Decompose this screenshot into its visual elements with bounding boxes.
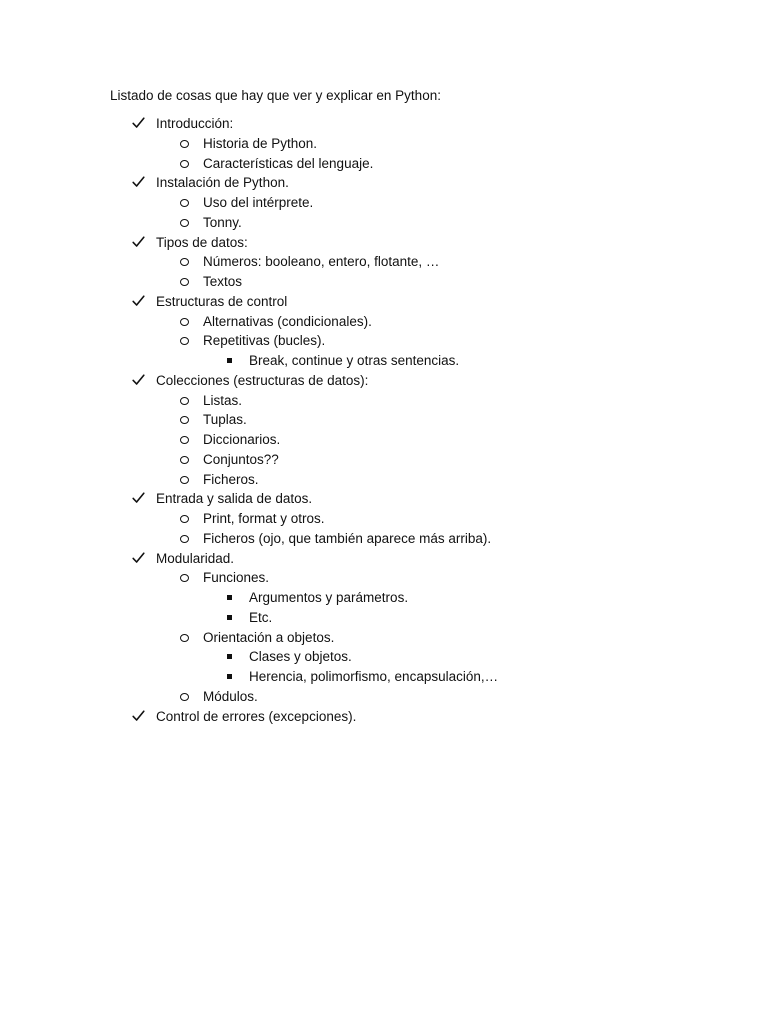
outline-item [0,351,768,371]
circle-bullet-icon [180,278,189,286]
outline-item-text: Entrada y salida de datos. [156,491,313,507]
outline-item-text: Tuplas. [203,412,247,428]
check-icon [132,707,146,727]
circle-bullet-icon [180,258,189,266]
outline-item [0,114,768,134]
outline-item-text: Estructuras de control [156,293,288,309]
outline-item-text: Tipos de datos: [156,234,248,250]
outline-item [0,312,768,332]
outline-item-text: Colecciones (estructuras de datos): [156,372,369,388]
outline-item-text: Conjuntos?? [203,451,279,467]
outline-item [0,529,768,549]
outline-item [0,391,768,411]
outline-item [0,213,768,233]
circle-bullet-icon [180,436,189,444]
outline-item [0,647,768,667]
outline-item [0,252,768,272]
outline-item-text: Listas. [203,392,243,408]
outline-item [0,628,768,648]
outline-item-text: Break, continue y otras sentencias. [249,353,460,368]
outline-item [0,410,768,430]
square-bullet-icon [227,615,232,620]
outline-item-text: Historia de Python. [203,135,318,151]
square-bullet-icon [227,654,232,659]
circle-bullet-icon [180,416,189,424]
check-icon [132,292,146,312]
outline-item [0,331,768,351]
outline-item-text: Alternativas (condicionales). [203,313,372,329]
check-icon [132,489,146,509]
circle-bullet-icon [180,476,189,484]
outline-item [0,173,768,193]
outline-item-text: Etc. [249,609,273,625]
outline-item-text: Diccionarios. [203,432,281,447]
circle-bullet-icon [180,219,189,227]
outline-item [0,568,768,588]
outline-item-text: Modularidad. [156,550,235,566]
outline-item [0,193,768,213]
circle-bullet-icon [180,160,189,168]
outline-item [0,430,768,450]
outline-item-text: Control de errores (excepciones). [156,708,357,724]
outline-item-text: Características del lenguaje. [203,155,374,171]
check-icon [132,371,146,391]
check-icon [132,549,146,569]
outline-item [0,154,768,174]
circle-bullet-icon [180,634,189,642]
circle-bullet-icon [180,693,189,701]
outline-item [0,489,768,509]
outline-item-text: Introducción: [156,116,234,131]
square-bullet-icon [227,358,232,363]
document-title: Listado de cosas que hay que ver y explicar en Python: [110,88,441,103]
circle-bullet-icon [180,574,189,582]
outline-item [0,233,768,253]
outline-item [0,509,768,529]
check-icon [132,114,146,134]
outline-item [0,608,768,628]
outline-item [0,667,768,687]
outline-item-text: Instalación de Python. [156,175,289,191]
circle-bullet-icon [180,456,189,464]
circle-bullet-icon [180,535,189,543]
outline-item [0,134,768,154]
outline-item [0,588,768,608]
outline-item-text: Ficheros (ojo, que también aparece más arriba). [203,530,492,546]
outline-item [0,450,768,470]
outline-item-text: Números: booleano, entero, flotante, … [203,254,440,270]
outline-item-text: Módulos. [203,688,258,704]
outline-item-text: Print, format y otros. [203,511,325,526]
outline-item-text: Orientación a objetos. [203,629,335,645]
outline-item [0,292,768,312]
outline-list [0,114,768,726]
outline-item [0,707,768,727]
outline-item-text: Textos [203,274,243,289]
square-bullet-icon [227,595,232,600]
check-icon [132,173,146,193]
circle-bullet-icon [180,515,189,523]
outline-item-text: Funciones. [203,570,270,586]
circle-bullet-icon [180,337,189,345]
outline-item-text: Clases y objetos. [249,649,352,665]
circle-bullet-icon [180,318,189,326]
outline-item [0,687,768,707]
outline-item [0,470,768,490]
square-bullet-icon [227,674,232,679]
outline-item-text: Tonny. [203,214,242,230]
circle-bullet-icon [180,140,189,148]
outline-item-text: Herencia, polimorfismo, encapsulación,… [249,669,499,684]
circle-bullet-icon [180,397,189,405]
circle-bullet-icon [180,199,189,207]
outline-item-text: Repetitivas (bucles). [203,333,326,349]
check-icon [132,233,146,253]
outline-item [0,549,768,569]
outline-item-text: Uso del intérprete. [203,195,314,210]
outline-item [0,272,768,292]
outline-item-text: Ficheros. [203,471,259,487]
outline-item-text: Argumentos y parámetros. [249,590,409,605]
outline-item [0,371,768,391]
